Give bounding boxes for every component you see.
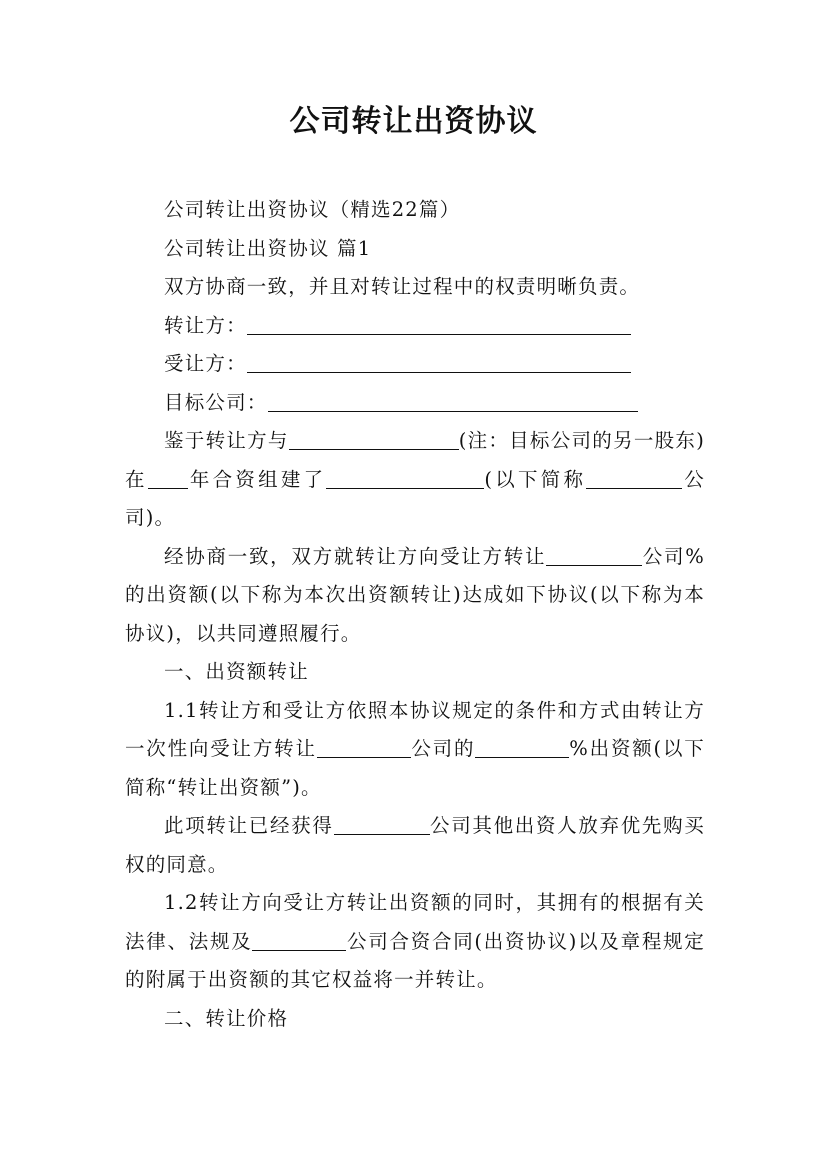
consent-company-blank bbox=[334, 815, 430, 836]
other-shareholder-blank bbox=[289, 430, 459, 451]
document-body bbox=[125, 191, 705, 1038]
target-company-line bbox=[125, 384, 705, 423]
recital-text-3: 年合资组建了 bbox=[187, 467, 327, 491]
agreement-text-2: 公司%的出资额(以下称为本次出资额转让)达成如下协议(以下称为本协议)，以共同遵照履行。 bbox=[125, 544, 705, 645]
agreement-text-1: 经协商一致，双方就转让方向受让方转让 bbox=[164, 544, 547, 568]
target-company-blank bbox=[268, 391, 638, 412]
transfer-company-blank bbox=[546, 545, 642, 566]
clause-1-2 bbox=[125, 884, 705, 1000]
transferor-blank bbox=[247, 314, 631, 335]
recital-text-1: 鉴于转让方与 bbox=[164, 429, 289, 452]
transferee-line bbox=[125, 345, 705, 384]
target-company-label: 目标公司： bbox=[164, 390, 268, 414]
company-short-name-blank bbox=[586, 468, 682, 489]
document-title: 公司转让出资协议 bbox=[289, 104, 538, 139]
clause-1-2-text-1: 1.2转让方向受让方转让出资额的同时，其拥有的根据有关法律、法规及 bbox=[125, 891, 705, 953]
clause-1-2-text-2: 公司合资合同(出资协议)以及章程规定的附属于出资额的其它权益将一并转让。 bbox=[125, 929, 705, 991]
recital-text-4: (以下简称 bbox=[484, 467, 587, 491]
article-heading: 公司转让出资协议 篇1 bbox=[164, 236, 372, 260]
section-2-heading: 二、转让价格 bbox=[164, 1006, 289, 1030]
clause-1-2-company-blank bbox=[252, 930, 346, 951]
transferee-label: 受让方： bbox=[164, 352, 247, 375]
consent-text-2: 公司其他出资人放弃优先购买权的同意。 bbox=[125, 814, 705, 876]
clause-1-1-text-1: 1.1转让方和受让方依照本协议规定的条件和方式由转让方一次性向受让方转让 bbox=[125, 698, 705, 760]
agreement-paragraph bbox=[125, 538, 705, 654]
clause-1-1-percent-blank bbox=[475, 738, 569, 759]
transferee-blank bbox=[247, 353, 631, 374]
clause-1-1-text-2: 公司的 bbox=[410, 737, 476, 760]
consent-paragraph bbox=[125, 807, 705, 884]
recital-paragraph bbox=[125, 422, 705, 538]
consent-text-1: 此项转让已经获得 bbox=[164, 814, 334, 837]
document-subtitle: 公司转让出资协议（精选22篇） bbox=[164, 198, 461, 221]
intro-paragraph: 双方协商一致，并且对转让过程中的权责明晰负责。 bbox=[164, 275, 641, 298]
recital-text-2: (注：目标公司的另一股东)在 bbox=[125, 429, 705, 491]
transferor-line bbox=[125, 307, 705, 346]
clause-1-1-company-blank bbox=[317, 738, 411, 759]
year-blank bbox=[148, 468, 188, 489]
section-1-heading: 一、出资额转让 bbox=[164, 660, 309, 683]
recital-text-5: 公司)。 bbox=[125, 467, 706, 529]
company-name-blank bbox=[326, 468, 484, 489]
clause-1-1 bbox=[125, 692, 705, 808]
clause-1-1-text-3: %出资额(以下简称“转让出资额”)。 bbox=[125, 737, 705, 799]
transferor-label: 转让方： bbox=[164, 313, 247, 337]
